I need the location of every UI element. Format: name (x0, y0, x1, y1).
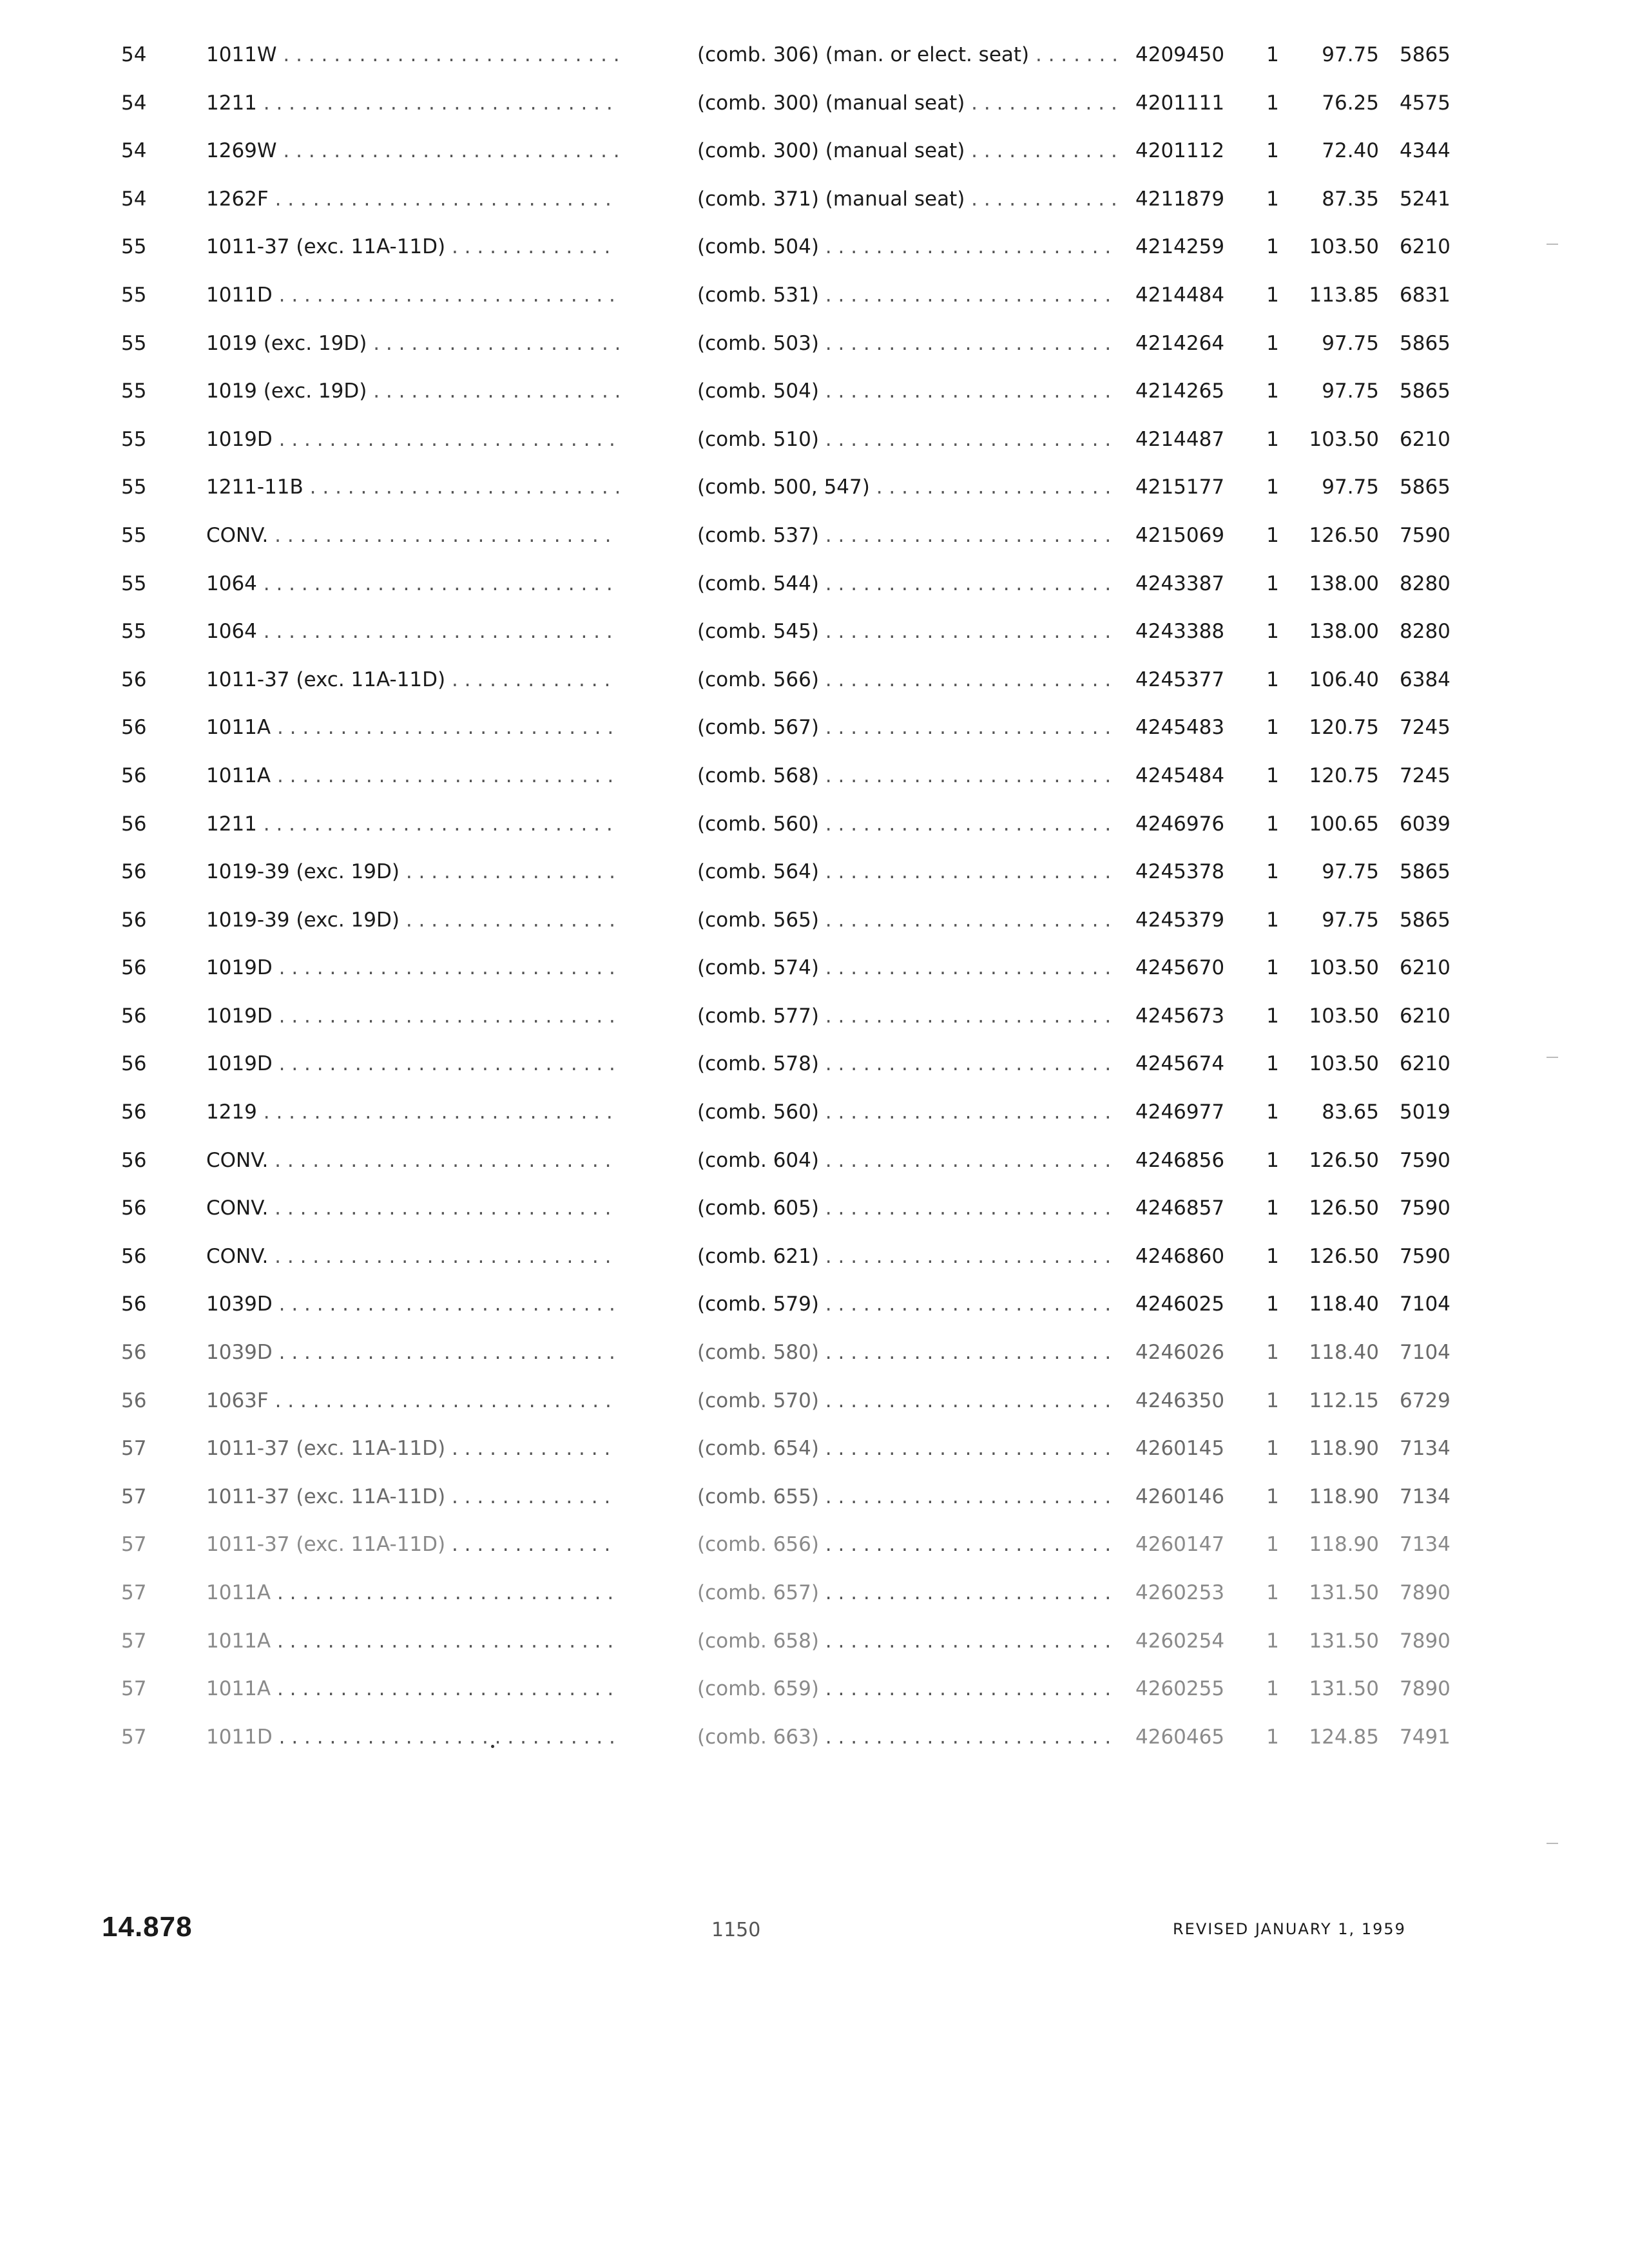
table-row (0, 1329, 1629, 1377)
table-row (0, 1473, 1629, 1521)
price-cell: 118.40 (1309, 1293, 1379, 1316)
quantity-cell: 1 (1266, 1004, 1279, 1028)
table-row (0, 271, 1629, 320)
model-cell: 1019-39 (exc. 19D) . . . (206, 848, 619, 896)
catalog-page-cell: 55 (121, 235, 147, 259)
table-row (0, 1377, 1629, 1425)
combination-cell: (comb. 560) . . . (697, 800, 1116, 849)
parts-price-list (0, 31, 1629, 1761)
catalog-page-cell: 54 (121, 139, 147, 163)
code-cell: 5019 (1400, 1100, 1451, 1124)
table-row (0, 79, 1629, 128)
model-cell: CONV. . . . (206, 1137, 619, 1185)
catalog-page-cell: 56 (121, 1341, 147, 1365)
part-number-cell: 4215069 (1135, 523, 1225, 547)
part-number-cell: 4214264 (1135, 331, 1225, 355)
quantity-cell: 1 (1266, 523, 1279, 547)
catalog-page-cell: 54 (121, 91, 147, 115)
model-cell: 1019 (exc. 19D) . . . (206, 367, 619, 416)
combination-cell: (comb. 605) . . . (697, 1184, 1116, 1233)
page-footer (0, 1911, 1629, 1956)
price-cell: 97.75 (1322, 860, 1379, 884)
model-cell: 1064 . . . (206, 608, 619, 656)
part-number-cell: 4214259 (1135, 235, 1225, 259)
table-row (0, 992, 1629, 1041)
model-cell: 1011A . . . (206, 1569, 619, 1617)
table-row (0, 1280, 1629, 1329)
price-cell: 103.50 (1309, 956, 1379, 980)
model-cell: 1019D . . . (206, 1040, 619, 1088)
price-cell: 76.25 (1322, 91, 1379, 115)
combination-cell: (comb. 656) . . . (697, 1521, 1116, 1569)
combination-cell: (comb. 510) . . . (697, 416, 1116, 464)
table-row (0, 704, 1629, 752)
table-row (0, 1088, 1629, 1137)
quantity-cell: 1 (1266, 716, 1279, 740)
price-cell: 113.85 (1309, 283, 1379, 307)
model-cell: 1011-37 (exc. 11A-11D) . . . (206, 656, 619, 704)
model-cell: 1011D . . . (206, 271, 619, 320)
price-cell: 97.75 (1322, 331, 1379, 355)
catalog-page-cell: 57 (121, 1437, 147, 1461)
quantity-cell: 1 (1266, 1341, 1279, 1365)
quantity-cell: 1 (1266, 668, 1279, 691)
price-cell: 118.90 (1309, 1533, 1379, 1557)
catalog-page-cell: 56 (121, 860, 147, 884)
combination-cell: (comb. 654) . . . (697, 1425, 1116, 1473)
part-number-cell: 4211879 (1135, 187, 1225, 211)
catalog-page-cell: 56 (121, 812, 147, 836)
code-cell: 4344 (1400, 139, 1451, 163)
catalog-page-cell: 55 (121, 380, 147, 403)
page-number: 1150 (711, 1919, 761, 1941)
price-cell: 97.75 (1322, 908, 1379, 932)
combination-cell: (comb. 565) . . . (697, 896, 1116, 945)
price-cell: 124.85 (1309, 1725, 1379, 1749)
model-cell: CONV. . . . (206, 1184, 619, 1233)
combination-cell: (comb. 567) . . . (697, 704, 1116, 752)
code-cell: 5865 (1400, 380, 1451, 403)
code-cell: 7104 (1400, 1293, 1451, 1316)
part-number-cell: 4246025 (1135, 1293, 1225, 1316)
code-cell: 7590 (1400, 1244, 1451, 1268)
price-cell: 138.00 (1309, 572, 1379, 595)
code-cell: 6831 (1400, 283, 1451, 307)
margin-mark (1547, 1843, 1558, 1844)
catalog-page-cell: 55 (121, 523, 147, 547)
part-number-cell: 4214265 (1135, 380, 1225, 403)
model-cell: 1211 . . . (206, 800, 619, 849)
quantity-cell: 1 (1266, 1196, 1279, 1220)
catalog-page-cell: 56 (121, 956, 147, 980)
combination-cell: (comb. 577) . . . (697, 992, 1116, 1041)
code-cell: 6210 (1400, 1052, 1451, 1076)
code-cell: 7890 (1400, 1629, 1451, 1653)
catalog-page-cell: 56 (121, 908, 147, 932)
price-cell: 97.75 (1322, 380, 1379, 403)
catalog-page-cell: 57 (121, 1485, 147, 1508)
table-row (0, 512, 1629, 560)
combination-cell: (comb. 300) (manual seat) . . . (697, 127, 1116, 175)
table-row (0, 896, 1629, 945)
price-cell: 120.75 (1309, 764, 1379, 787)
part-number-cell: 4246026 (1135, 1341, 1225, 1365)
table-row (0, 223, 1629, 271)
table-row (0, 1713, 1629, 1762)
quantity-cell: 1 (1266, 620, 1279, 644)
combination-cell: (comb. 663) . . . (697, 1713, 1116, 1762)
combination-cell: (comb. 504) . . . (697, 223, 1116, 271)
quantity-cell: 1 (1266, 1677, 1279, 1701)
code-cell: 7890 (1400, 1581, 1451, 1604)
quantity-cell: 1 (1266, 1100, 1279, 1124)
model-cell: 1039D . . . (206, 1280, 619, 1329)
model-cell: 1011W . . . (206, 31, 619, 79)
quantity-cell: 1 (1266, 1148, 1279, 1172)
quantity-cell: 1 (1266, 1629, 1279, 1653)
model-cell: 1011-37 (exc. 11A-11D) . . . (206, 223, 619, 271)
catalog-page-cell: 55 (121, 283, 147, 307)
quantity-cell: 1 (1266, 1052, 1279, 1076)
catalog-page-cell: 56 (121, 1100, 147, 1124)
table-row (0, 1521, 1629, 1569)
part-number-cell: 4260255 (1135, 1677, 1225, 1701)
combination-cell: (comb. 574) . . . (697, 944, 1116, 992)
price-cell: 103.50 (1309, 1004, 1379, 1028)
price-cell: 118.40 (1309, 1341, 1379, 1365)
catalog-page-cell: 57 (121, 1581, 147, 1604)
code-cell: 5865 (1400, 908, 1451, 932)
part-number-cell: 4260147 (1135, 1533, 1225, 1557)
catalog-page-cell: 56 (121, 764, 147, 787)
margin-mark (1547, 244, 1558, 245)
table-row (0, 1137, 1629, 1185)
code-cell: 7491 (1400, 1725, 1451, 1749)
code-cell: 5865 (1400, 476, 1451, 499)
table-row (0, 1233, 1629, 1281)
model-cell: 1039D . . . (206, 1329, 619, 1377)
part-number-cell: 4246350 (1135, 1389, 1225, 1412)
table-row (0, 608, 1629, 656)
part-number-cell: 4245379 (1135, 908, 1225, 932)
model-cell: 1011A . . . (206, 1665, 619, 1713)
code-cell: 7245 (1400, 764, 1451, 787)
price-cell: 126.50 (1309, 1196, 1379, 1220)
model-cell: 1063F . . . (206, 1377, 619, 1425)
model-cell: CONV. . . . (206, 512, 619, 560)
code-cell: 7590 (1400, 523, 1451, 547)
table-row (0, 944, 1629, 992)
price-cell: 118.90 (1309, 1437, 1379, 1461)
price-cell: 126.50 (1309, 1244, 1379, 1268)
combination-cell: (comb. 568) . . . (697, 752, 1116, 800)
catalog-page-cell: 56 (121, 716, 147, 740)
table-row (0, 800, 1629, 849)
price-cell: 138.00 (1309, 620, 1379, 644)
part-number-cell: 4246857 (1135, 1196, 1225, 1220)
quantity-cell: 1 (1266, 331, 1279, 355)
part-number-cell: 4245484 (1135, 764, 1225, 787)
quantity-cell: 1 (1266, 1389, 1279, 1412)
part-number-cell: 4245377 (1135, 668, 1225, 691)
quantity-cell: 1 (1266, 1437, 1279, 1461)
table-row (0, 416, 1629, 464)
part-number-cell: 4246860 (1135, 1244, 1225, 1268)
model-cell: 1019D . . . (206, 944, 619, 992)
catalog-page-cell: 57 (121, 1677, 147, 1701)
combination-cell: (comb. 604) . . . (697, 1137, 1116, 1185)
catalog-page-cell: 55 (121, 331, 147, 355)
combination-cell: (comb. 621) . . . (697, 1233, 1116, 1281)
price-cell: 131.50 (1309, 1629, 1379, 1653)
catalog-page-cell: 56 (121, 1293, 147, 1316)
combination-cell: (comb. 658) . . . (697, 1617, 1116, 1666)
catalog-page-cell: 56 (121, 1148, 147, 1172)
combination-cell: (comb. 560) . . . (697, 1088, 1116, 1137)
combination-cell: (comb. 371) (manual seat) . . . (697, 175, 1116, 224)
table-row (0, 127, 1629, 175)
table-row (0, 320, 1629, 368)
part-number-cell: 4245483 (1135, 716, 1225, 740)
part-number-cell: 4245674 (1135, 1052, 1225, 1076)
combination-cell: (comb. 531) . . . (697, 271, 1116, 320)
catalog-page-cell: 54 (121, 43, 147, 66)
quantity-cell: 1 (1266, 427, 1279, 451)
combination-cell: (comb. 564) . . . (697, 848, 1116, 896)
table-row (0, 560, 1629, 608)
quantity-cell: 1 (1266, 1485, 1279, 1508)
part-number-cell: 4243388 (1135, 620, 1225, 644)
quantity-cell: 1 (1266, 187, 1279, 211)
code-cell: 7104 (1400, 1341, 1451, 1365)
quantity-cell: 1 (1266, 1293, 1279, 1316)
combination-cell: (comb. 659) . . . (697, 1665, 1116, 1713)
model-cell: 1011A . . . (206, 1617, 619, 1666)
part-number-cell: 4245378 (1135, 860, 1225, 884)
model-cell: 1019-39 (exc. 19D) . . . (206, 896, 619, 945)
quantity-cell: 1 (1266, 139, 1279, 163)
table-row (0, 656, 1629, 704)
combination-cell: (comb. 537) . . . (697, 512, 1116, 560)
part-number-cell: 4245670 (1135, 956, 1225, 980)
table-row (0, 463, 1629, 512)
model-cell: 1011-37 (exc. 11A-11D) . . . (206, 1473, 619, 1521)
part-number-cell: 4245673 (1135, 1004, 1225, 1028)
quantity-cell: 1 (1266, 1581, 1279, 1604)
quantity-cell: 1 (1266, 1533, 1279, 1557)
table-row (0, 175, 1629, 224)
catalog-page-cell: 55 (121, 427, 147, 451)
price-cell: 100.65 (1309, 812, 1379, 836)
catalog-page-cell: 56 (121, 1389, 147, 1412)
part-number-cell: 4260146 (1135, 1485, 1225, 1508)
code-cell: 5865 (1400, 331, 1451, 355)
code-cell: 7245 (1400, 716, 1451, 740)
quantity-cell: 1 (1266, 908, 1279, 932)
catalog-page-cell: 56 (121, 668, 147, 691)
model-cell: 1019 (exc. 19D) . . . (206, 320, 619, 368)
code-cell: 7134 (1400, 1437, 1451, 1461)
code-cell: 5241 (1400, 187, 1451, 211)
catalog-page-cell: 57 (121, 1629, 147, 1653)
quantity-cell: 1 (1266, 764, 1279, 787)
section-number: 14.878 (102, 1911, 193, 1943)
quantity-cell: 1 (1266, 235, 1279, 259)
catalog-page-cell: 57 (121, 1533, 147, 1557)
combination-cell: (comb. 306) (man. or elect. seat) . . . (697, 31, 1116, 79)
part-number-cell: 4209450 (1135, 43, 1225, 66)
combination-cell: (comb. 504) . . . (697, 367, 1116, 416)
catalog-page-cell: 57 (121, 1725, 147, 1749)
model-cell: 1011A . . . (206, 752, 619, 800)
price-cell: 131.50 (1309, 1677, 1379, 1701)
price-cell: 118.90 (1309, 1485, 1379, 1508)
price-cell: 112.15 (1309, 1389, 1379, 1412)
price-cell: 103.50 (1309, 1052, 1379, 1076)
quantity-cell: 1 (1266, 283, 1279, 307)
price-cell: 103.50 (1309, 427, 1379, 451)
catalog-page-cell: 56 (121, 1244, 147, 1268)
model-cell: 1011D . . . (206, 1713, 619, 1762)
price-cell: 83.65 (1322, 1100, 1379, 1124)
combination-cell: (comb. 657) . . . (697, 1569, 1116, 1617)
code-cell: 6210 (1400, 956, 1451, 980)
code-cell: 7890 (1400, 1677, 1451, 1701)
part-number-cell: 4260465 (1135, 1725, 1225, 1749)
combination-cell: (comb. 579) . . . (697, 1280, 1116, 1329)
quantity-cell: 1 (1266, 476, 1279, 499)
code-cell: 6210 (1400, 235, 1451, 259)
part-number-cell: 4246976 (1135, 812, 1225, 836)
code-cell: 6384 (1400, 668, 1451, 691)
code-cell: 6039 (1400, 812, 1451, 836)
quantity-cell: 1 (1266, 1244, 1279, 1268)
part-number-cell: 4214487 (1135, 427, 1225, 451)
price-cell: 97.75 (1322, 476, 1379, 499)
quantity-cell: 1 (1266, 956, 1279, 980)
model-cell: 1211-11B . . . (206, 463, 619, 512)
price-cell: 106.40 (1309, 668, 1379, 691)
code-cell: 7590 (1400, 1148, 1451, 1172)
part-number-cell: 4214484 (1135, 283, 1225, 307)
price-cell: 87.35 (1322, 187, 1379, 211)
part-number-cell: 4260253 (1135, 1581, 1225, 1604)
combination-cell: (comb. 544) . . . (697, 560, 1116, 608)
model-cell: 1019D . . . (206, 416, 619, 464)
model-cell: 1211 . . . (206, 79, 619, 128)
quantity-cell: 1 (1266, 91, 1279, 115)
catalog-page-cell: 56 (121, 1004, 147, 1028)
model-cell: 1011A . . . (206, 704, 619, 752)
part-number-cell: 4260254 (1135, 1629, 1225, 1653)
quantity-cell: 1 (1266, 380, 1279, 403)
model-cell: 1011-37 (exc. 11A-11D) . . . (206, 1521, 619, 1569)
table-row (0, 367, 1629, 416)
combination-cell: (comb. 566) . . . (697, 656, 1116, 704)
code-cell: 7134 (1400, 1485, 1451, 1508)
table-row (0, 1425, 1629, 1473)
price-cell: 120.75 (1309, 716, 1379, 740)
part-number-cell: 4243387 (1135, 572, 1225, 595)
combination-cell: (comb. 545) . . . (697, 608, 1116, 656)
price-cell: 126.50 (1309, 1148, 1379, 1172)
model-cell: 1269W . . . (206, 127, 619, 175)
table-row (0, 1040, 1629, 1088)
catalog-page-cell: 55 (121, 620, 147, 644)
margin-mark (1547, 1057, 1558, 1058)
price-cell: 103.50 (1309, 235, 1379, 259)
part-number-cell: 4201111 (1135, 91, 1225, 115)
table-row (0, 1569, 1629, 1617)
catalog-page-cell: 55 (121, 476, 147, 499)
quantity-cell: 1 (1266, 572, 1279, 595)
part-number-cell: 4246977 (1135, 1100, 1225, 1124)
part-number-cell: 4215177 (1135, 476, 1225, 499)
combination-cell: (comb. 500, 547) . . . (697, 463, 1116, 512)
table-row (0, 1665, 1629, 1713)
combination-cell: (comb. 570) . . . (697, 1377, 1116, 1425)
catalog-page-cell: 54 (121, 187, 147, 211)
quantity-cell: 1 (1266, 43, 1279, 66)
model-cell: 1219 . . . (206, 1088, 619, 1137)
code-cell: 6729 (1400, 1389, 1451, 1412)
code-cell: 4575 (1400, 91, 1451, 115)
print-speck (491, 1745, 494, 1748)
table-row (0, 1184, 1629, 1233)
code-cell: 7134 (1400, 1533, 1451, 1557)
combination-cell: (comb. 578) . . . (697, 1040, 1116, 1088)
model-cell: 1262F . . . (206, 175, 619, 224)
code-cell: 7590 (1400, 1196, 1451, 1220)
combination-cell: (comb. 503) . . . (697, 320, 1116, 368)
table-row (0, 31, 1629, 79)
model-cell: CONV. . . . (206, 1233, 619, 1281)
quantity-cell: 1 (1266, 812, 1279, 836)
combination-cell: (comb. 300) (manual seat) . . . (697, 79, 1116, 128)
revision-date: REVISED JANUARY 1, 1959 (1173, 1920, 1406, 1938)
part-number-cell: 4201112 (1135, 139, 1225, 163)
code-cell: 5865 (1400, 860, 1451, 884)
model-cell: 1011-37 (exc. 11A-11D) . . . (206, 1425, 619, 1473)
price-cell: 97.75 (1322, 43, 1379, 66)
combination-cell: (comb. 580) . . . (697, 1329, 1116, 1377)
catalog-page-cell: 56 (121, 1196, 147, 1220)
code-cell: 5865 (1400, 43, 1451, 66)
quantity-cell: 1 (1266, 1725, 1279, 1749)
combination-cell: (comb. 655) . . . (697, 1473, 1116, 1521)
price-cell: 72.40 (1322, 139, 1379, 163)
model-cell: 1019D . . . (206, 992, 619, 1041)
table-row (0, 1617, 1629, 1666)
code-cell: 6210 (1400, 1004, 1451, 1028)
code-cell: 6210 (1400, 427, 1451, 451)
catalog-page-cell: 55 (121, 572, 147, 595)
table-row (0, 752, 1629, 800)
model-cell: 1064 . . . (206, 560, 619, 608)
table-row (0, 848, 1629, 896)
part-number-cell: 4260145 (1135, 1437, 1225, 1461)
quantity-cell: 1 (1266, 860, 1279, 884)
part-number-cell: 4246856 (1135, 1148, 1225, 1172)
price-cell: 131.50 (1309, 1581, 1379, 1604)
code-cell: 8280 (1400, 620, 1451, 644)
code-cell: 8280 (1400, 572, 1451, 595)
catalog-page-cell: 56 (121, 1052, 147, 1076)
price-cell: 126.50 (1309, 523, 1379, 547)
